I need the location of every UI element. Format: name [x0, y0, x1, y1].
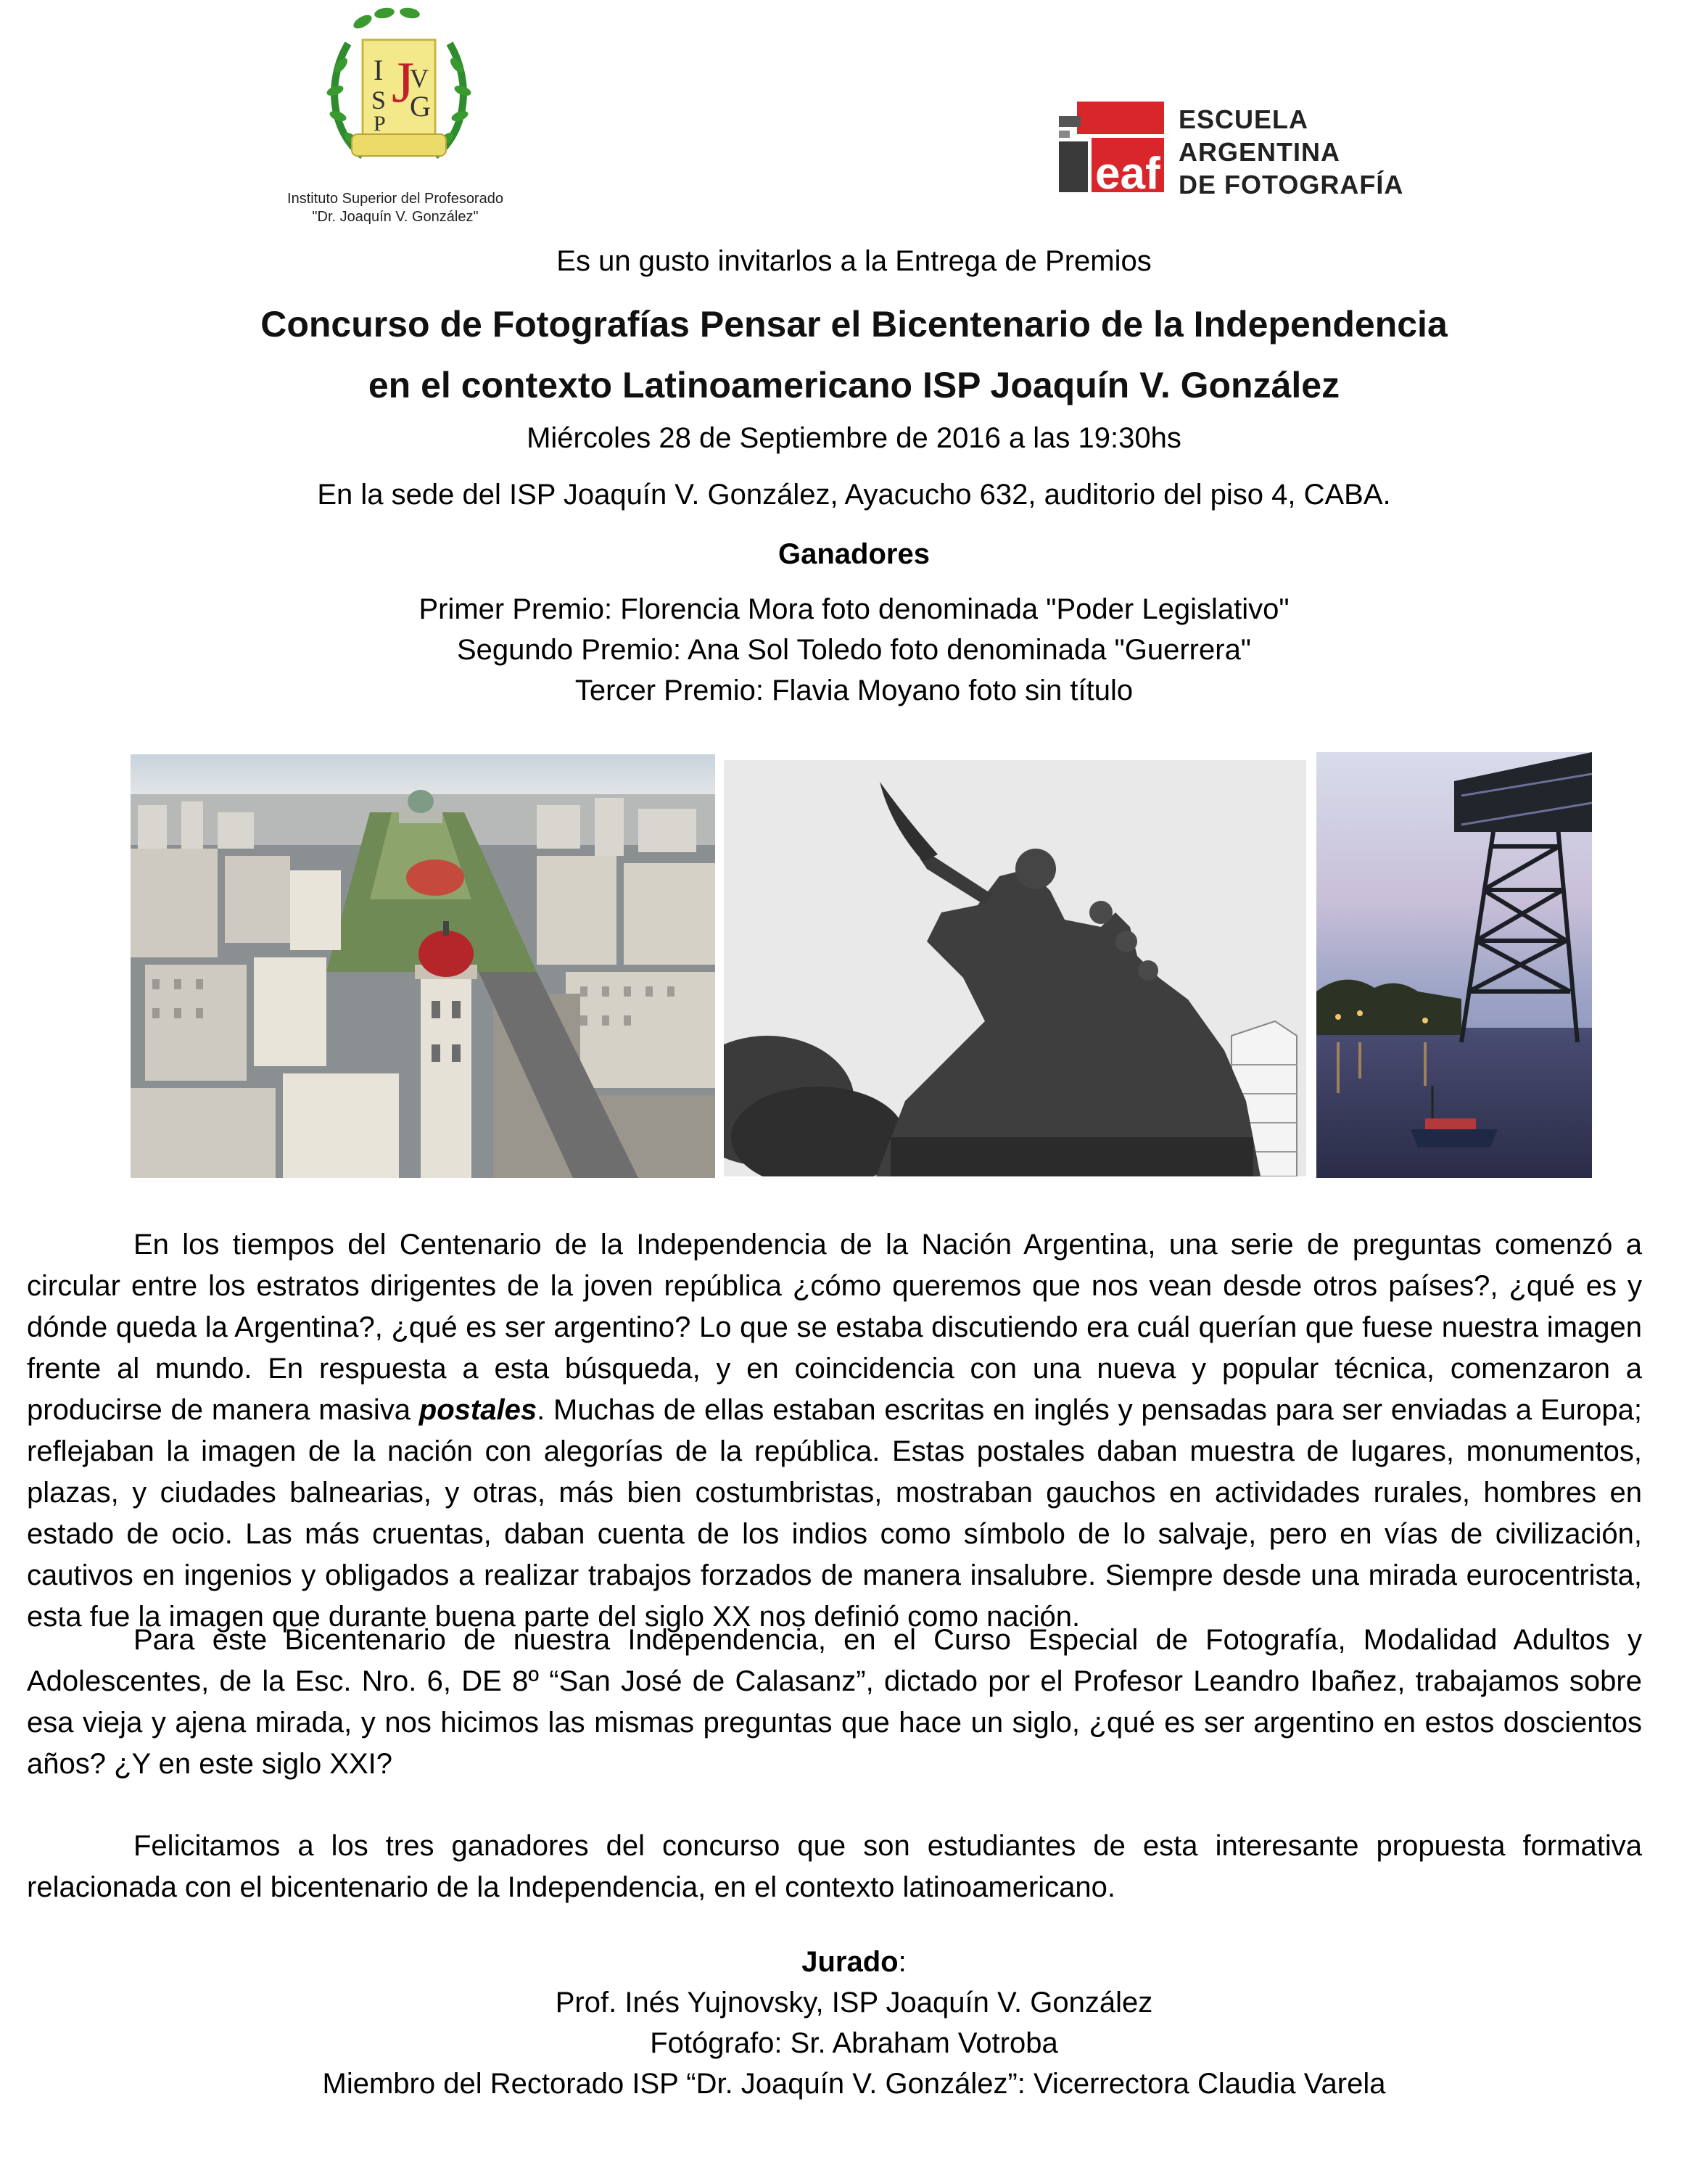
jury-member-2: Fotógrafo: Sr. Abraham Votroba: [650, 2027, 1058, 2059]
eaf-line1: ESCUELA: [1179, 104, 1309, 134]
event-venue: En la sede del ISP Joaquín V. González, Ayacucho 632, auditorio del piso 4, CABA.: [317, 479, 1391, 511]
svg-text:eaf: eaf: [1095, 149, 1160, 196]
contest-title-line2: en el contexto Latinoamericano ISP Joaquín V. González: [368, 365, 1340, 405]
isp-caption-line2: "Dr. Joaquín V. González": [312, 209, 479, 225]
contest-title-line1: Concurso de Fotografías Pensar el Bicentenario de la Independencia: [260, 304, 1448, 345]
svg-text:V: V: [410, 64, 429, 93]
jury-heading-colon: :: [898, 1946, 907, 1978]
svg-text:P: P: [374, 112, 386, 136]
winner-second-prize: Segundo Premio: Ana Sol Toledo foto denominada "Guerrera": [456, 634, 1252, 666]
svg-text:G: G: [410, 90, 431, 123]
eaf-wordmark: [1179, 103, 1403, 201]
body-paragraph-1: [27, 1224, 1642, 1638]
eaf-monogram-icon: [1055, 98, 1171, 196]
isp-caption: [257, 190, 533, 226]
eaf-line3: DE FOTOGRAFÍA: [1179, 170, 1404, 199]
emphasis-postales: postales: [418, 1394, 537, 1426]
aerial-city-congress-photo: [131, 754, 715, 1178]
body-paragraph-3: Felicitamos a los tres ganadores del concurso que son estudiantes de esta interesante propuesta formativa relacionada con el bicentenario de la Independencia, en el contexto latinoamericano.: [27, 1830, 1642, 1903]
eaf-line2: ARGENTINA: [1179, 137, 1340, 167]
event-date: Miércoles 28 de Septiembre de 2016 a las 19:30hs: [527, 422, 1181, 454]
jury-heading: [0, 1946, 1708, 1979]
isp-laurel-crest-icon: [319, 0, 479, 181]
transporter-bridge-river-photo: [1316, 752, 1592, 1178]
body-paragraph-1-part1: En los tiempos del Centenario de la Independencia de la Nación Argentina, una serie de preguntas comenzó a circular entre los estratos dirigentes de la joven república ¿cómo queremos que nos vean desde otros países?, ¿qué es y dónde queda la Argentina?, ¿qué es ser argentino? Lo que se estaba discutiendo era cuál querían que fuese nuestra imagen frente al mundo. En respuesta a esta búsqueda, y en coincidencia con una nueva y popular técnica, comenzaron a producirse de manera masiva: [27, 1229, 1642, 1426]
monument-statue-photo: [724, 760, 1306, 1176]
isp-caption-line1: Instituto Superior del Profesorado: [287, 191, 503, 207]
winner-third-prize: Tercer Premio: Flavia Moyano foto sin título: [574, 675, 1134, 706]
body-paragraph-1-part2: . Muchas de ellas estaban escritas en inglés y pensadas para ser enviadas a Europa; reflejaban la imagen de la nación con alegorías de la república. Estas postales daban muestra de lugares, monumentos, plazas, y ciudades balnearias, y otras, más bien costumbristas, mostraban gauchos en actividades rurales, hombres en estado de ocio. Las más cruentas, daban cuenta de los indios como símbolo de lo salvaje, pero en vías de civilización, cautivos en ingenios y obligados a realizar trabajos forzados de manera insalubre. Siempre desde una mirada eurocentrista, esta fue la imagen que durante buena parte del siglo XX nos definió como nación.: [27, 1394, 1642, 1633]
svg-text:I: I: [374, 54, 384, 86]
invitation-line: Es un gusto invitarlos a la Entrega de Premios: [556, 245, 1152, 277]
isp-logo: [319, 0, 479, 181]
svg-text:J: J: [392, 51, 415, 115]
svg-text:S: S: [371, 86, 387, 115]
winners-heading: Ganadores: [778, 538, 930, 570]
jury-member-3: Miembro del Rectorado ISP “Dr. Joaquín V. González”: Vicerrectora Claudia Varela: [322, 2068, 1386, 2100]
body-paragraph-2: Para este Bicentenario de nuestra Independencia, en el Curso Especial de Fotografía, Modalidad Adultos y Adolescentes, de la Esc. Nro. 6, DE 8º “San José de Calasanz”, dictado por el Profesor Leandro Ibañez, trabajamos sobre esa vieja y ajena mirada, y nos hicimos las mismas preguntas que hace un siglo, ¿qué es ser argentino en estos doscientos años? ¿Y en este siglo XXI?: [27, 1624, 1642, 1780]
jury-heading-label: Jurado: [801, 1946, 899, 1978]
winner-first-prize: Primer Premio: Florencia Mora foto denominada "Poder Legislativo": [418, 593, 1290, 625]
jury-member-1: Prof. Inés Yujnovsky, ISP Joaquín V. González: [555, 1987, 1153, 2019]
